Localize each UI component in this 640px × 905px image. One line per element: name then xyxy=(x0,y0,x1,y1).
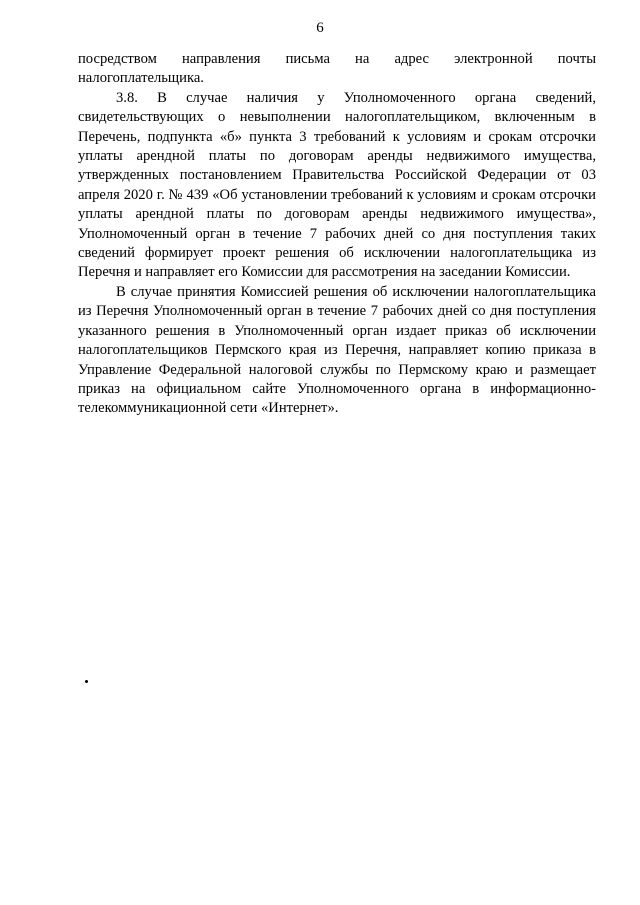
paragraph-continuation: посредством направления письма на адрес электронной почты налогоплательщика. xyxy=(78,51,596,87)
paragraph-exclusion-decision: В случае принятия Комиссией решения об исключении налогоплательщика из Перечня Уполномоченный орган в течение 7 рабочих дней со дня поступления указанного решения в Уполномоченный орган издает приказ об исключении налогоплательщиков Пермского края из Перечня, направляет копию приказа в Управление Федеральной налоговой службы по Пермскому краю и размещает приказ на официальном сайте Уполномоченного органа в информационно-телекоммуникационной сети «Интернет». xyxy=(78,283,596,417)
document-body xyxy=(78,50,596,419)
paragraph-3-8: 3.8. В случае наличия у Уполномоченного органа сведений, свидетельствующих о невыполнении налогоплательщиком, включенным в Перечень, подпункта «б» пункта 3 требований к условиям и срокам отсрочки уплаты арендной платы по договорам аренды недвижимого имущества, утвержденных постановлением Правительства Российской Федерации от 03 апреля 2020 г. № 439 «Об установлении требований к условиям и срокам отсрочки уплаты арендной платы по договорам аренды недвижимого имущества», Уполномоченный орган в течение 7 рабочих дней со дня поступления таких сведений формирует проект решения об исключении налогоплательщика из Перечня и направляет его Комиссии для рассмотрения на заседании Комиссии. xyxy=(78,89,596,281)
page-number: 6 xyxy=(316,20,324,36)
scan-artifact-dot xyxy=(85,680,88,683)
